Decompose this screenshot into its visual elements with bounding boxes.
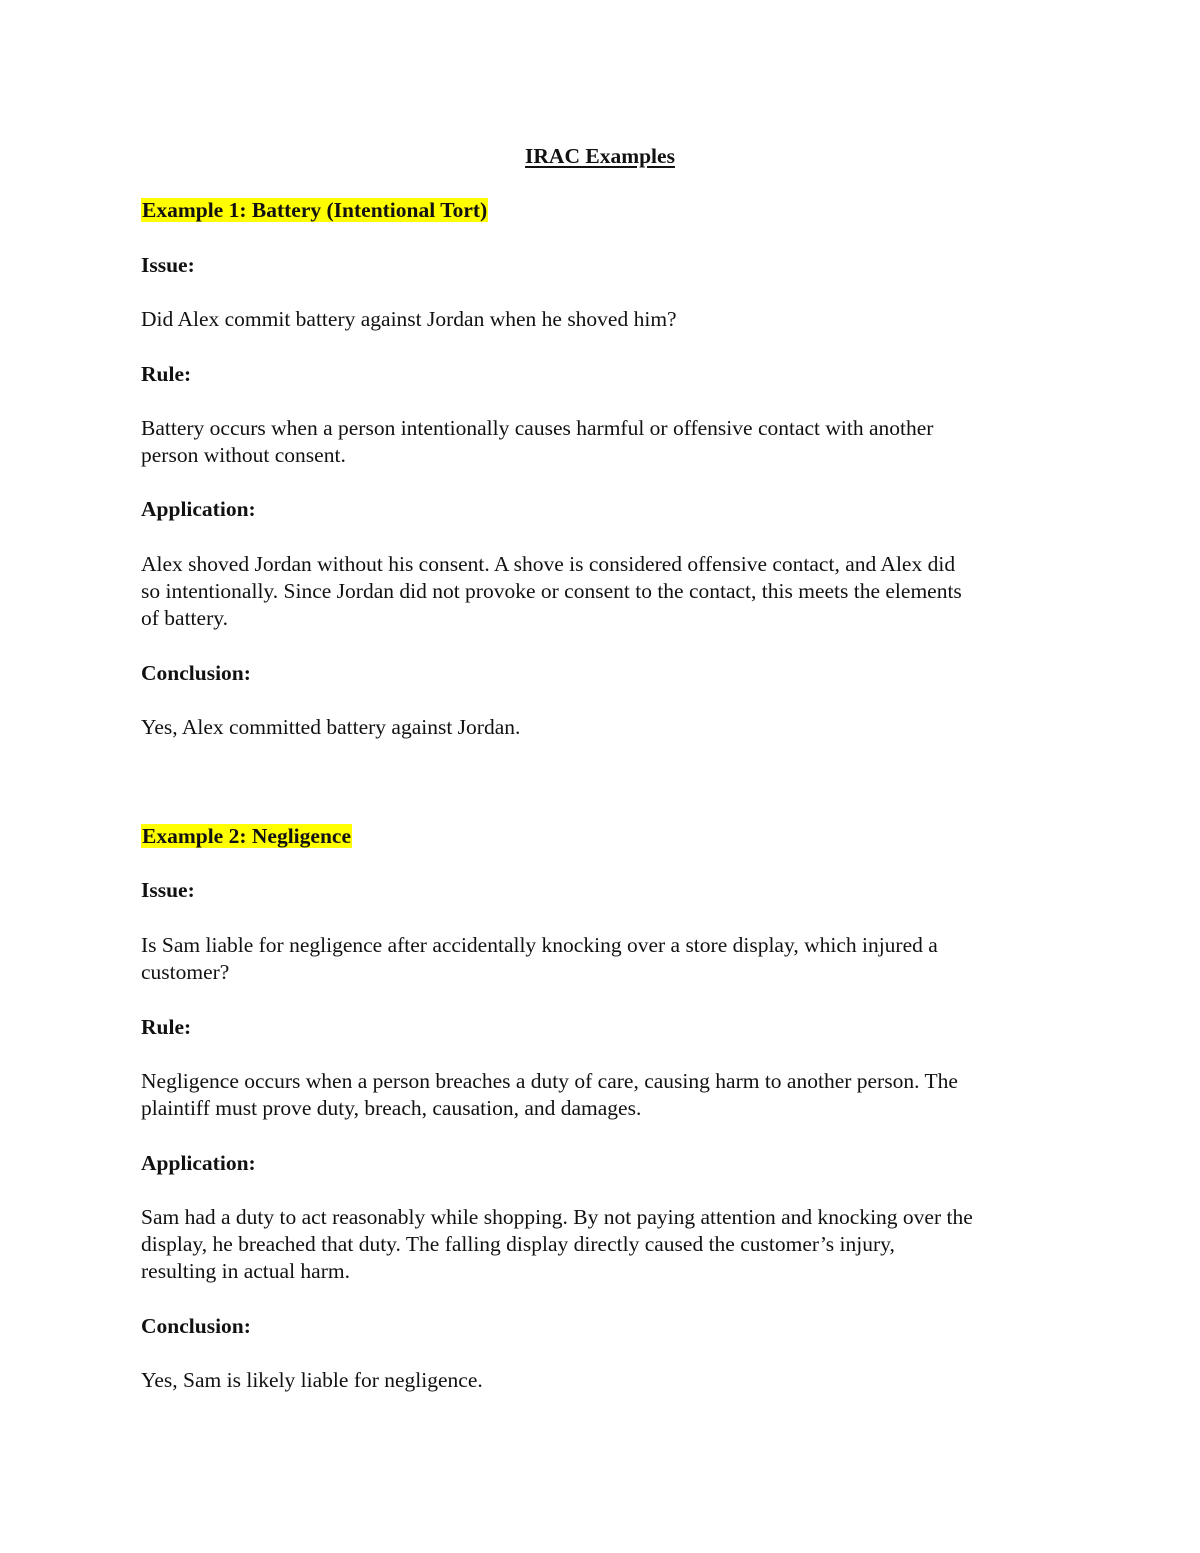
example-1-issue-label: Issue: xyxy=(141,253,195,277)
example-1-heading-text: Example 1: Battery (Intentional Tort) xyxy=(142,198,488,222)
example-1-heading xyxy=(141,197,488,224)
example-2-issue-label: Issue: xyxy=(141,878,195,902)
example-2-rule-line-2: plaintiff must prove duty, breach, causation, and damages. xyxy=(141,1096,642,1120)
example-2-heading-text: Example 2: Negligence xyxy=(142,824,351,848)
example-1-rule-line-1: Battery occurs when a person intentionally causes harmful or offensive contact with another xyxy=(141,416,934,440)
example-2-issue-line-1: Is Sam liable for negligence after accidentally knocking over a store display, which injured a xyxy=(141,933,938,957)
example-2-conclusion-text: Yes, Sam is likely liable for negligence. xyxy=(141,1368,483,1392)
example-2-application-line-1: Sam had a duty to act reasonably while shopping. By not paying attention and knocking over the xyxy=(141,1205,973,1229)
example-2-issue-line-2: customer? xyxy=(141,960,230,984)
document-title-text: IRAC Examples xyxy=(525,144,675,168)
document-title xyxy=(0,143,1200,170)
example-1-application-line-3: of battery. xyxy=(141,606,228,630)
example-1-issue-text: Did Alex commit battery against Jordan when he shoved him? xyxy=(141,307,677,331)
example-2-application-label: Application: xyxy=(141,1151,256,1175)
example-1-application-line-1: Alex shoved Jordan without his consent. A shove is considered offensive contact, and Alex did xyxy=(141,552,956,576)
example-2-application-line-3: resulting in actual harm. xyxy=(141,1259,350,1283)
example-2-rule-label: Rule: xyxy=(141,1015,192,1039)
example-2-application-line-2: display, he breached that duty. The falling display directly caused the customer’s injury, xyxy=(141,1232,895,1256)
example-1-conclusion-text: Yes, Alex committed battery against Jordan. xyxy=(141,715,521,739)
example-1-application-line-2: so intentionally. Since Jordan did not provoke or consent to the contact, this meets the elements xyxy=(141,579,962,603)
example-2-heading xyxy=(141,823,352,850)
example-2-conclusion-label: Conclusion: xyxy=(141,1314,251,1338)
example-2-rule-line-1: Negligence occurs when a person breaches a duty of care, causing harm to another person. The xyxy=(141,1069,958,1093)
example-1-rule-line-2: person without consent. xyxy=(141,443,346,467)
example-1-conclusion-label: Conclusion: xyxy=(141,661,251,685)
example-1-rule-label: Rule: xyxy=(141,362,192,386)
example-1-application-label: Application: xyxy=(141,497,256,521)
